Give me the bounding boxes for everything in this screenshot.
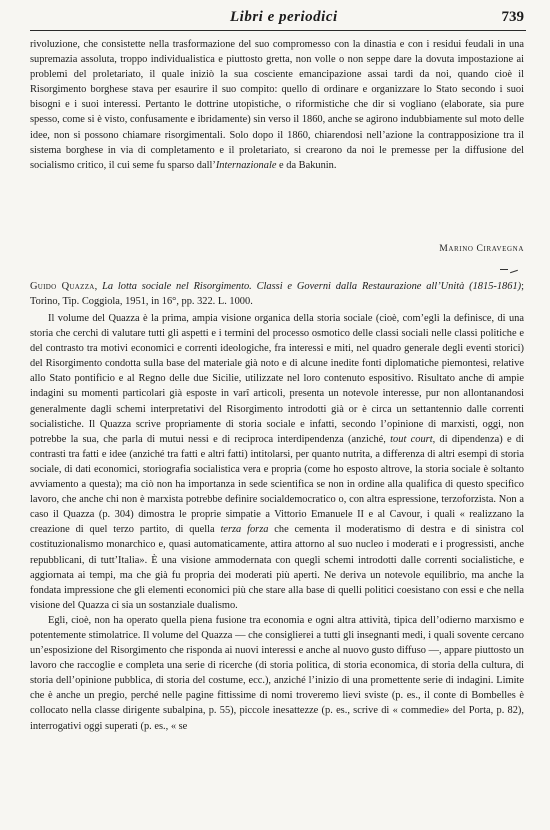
header-title: Libri e periodici — [230, 9, 338, 25]
italic-term: Internazionale — [215, 159, 277, 171]
italic-term: terza forza — [220, 524, 269, 536]
review-book-title: La lotta sociale nel Risorgimento. Classi e Governi dalla Restaurazione all’Unità (1815-1861) — [102, 281, 522, 292]
review-body — [30, 311, 524, 734]
review-paragraph-2: Egli, cioè, non ha operato quella piena fusione tra economia e ogni altra attività, tipica dell’odierno marxismo e potentemente stimolatrice. Il volume del Quazza — che consiglierei a tutti gli insegnanti medi, i quali sovente cercano un’esposizione del Risorgimento che risponda ai nuovi interessi e anche al nuovo gusto diffuso —, appare piuttosto un lavoro che raccoglie e completa una serie di ricerche (di storia politica, di storia economica, di storia della cultura, di storia dell’opinione pubblica, di storia del costume, ecc.), anziché l’inizio di una promettente serie di indagini. Limite che è anche un pregio, perché nelle pagine fittissime di nomi troveremo lievi sviste (p. es., il conte di Bombelles è collocato nella classe dirigente subalpina, p. 55), piccole inesattezze (p. es., scrive di « commedie» del Porta, p. 82), interrogativi oggi superati (p. es., « se — [30, 614, 524, 732]
paragraph-text: rivoluzione, che consistette nella trasformazione del suo compromesso con la dinastia e con i residui feudali in una supremazia assoluta, troppo individualistica e piuttosto gretta, non volle o non seppe dare la dovuta impostazione ai problemi del proletariato, il quale iniziò la sua cosciente emancipazione assai tardi da noi, quando cioè il Risorgimento borghese stava per esaurire il suo compito: quello di ordinare e organizzare lo Stato secondo i suoi bisogni e i suoi interessi. Pertanto le dottrine utopistiche, o riformistiche che dir si vogliano (elaborate, sia pure spesso, come si è visto, confusamente e ibridamente) sin verso il 1860, anche se agirono indubbiamente sul moto delle idee, non si possono chiamare risorgimentali. Solo dopo il 1860, chiarendosi nell’azione la contrapposizione tra il sistema borghese in via di completamento e il proletariato, si crearono da noi le premesse per la diffusione del socialismo critico, il cui seme fu sparso dall’ — [30, 39, 524, 171]
section-divider — [500, 268, 518, 273]
review-paragraph-1 — [30, 311, 524, 613]
review-citation: Guido Quazza, La lotta sociale nel Risorgimento. Classi e Governi dalla Restaurazione all’Unità (1815-1861); Torino, Tip. Coggiola, 1951, in 16°, pp. 322. L. 1000. — [30, 281, 524, 307]
previous-review-paragraph — [30, 37, 524, 173]
paragraph-text-end: e da Bakunin. — [276, 159, 337, 171]
paragraph-text: Il volume del Quazza è la prima, ampia visione organica della storia sociale (cioè, com’egli la definisce, di una storia che cerchi di valutare tutti gli aspetti e i termini del processo osmotico delle classi sociali nelle classi politiche e del contrasto tra motivi economici e correnti ideologiche, fra interessi e miti, nel quadro generale degli eventi storici) del Risorgimento condotta sulla base del materiale già noto e di alcune inedite fonti diplomatiche piemontesi, relative allo Stato pontificio e al Regno delle due Sicilie, utilizzate nel loro contenuto espositivo. Risultato anche di ampie indagini su momenti particolari già esposte in varî articoli, presenta un notevole interesse, pur non allontanandosi generalmente dagli schemi interpretativi del Risorgimento introdotti già or è circa un settantennio dalle correnti socialistiche. Il Quazza scrive propriamente di storia sociale e infatti, secondo l’opinione di marxisti, oggi, non potrebbe la sua, che parla di mutui nessi e di reciproca interdipendenza (anziché, — [30, 313, 524, 445]
italic-term: tout court — [390, 433, 433, 445]
running-header — [30, 8, 526, 31]
paragraph-text: , di dipendenza) e di contrasti tra fatti e idee (anziché tra fatti e altri fatti) intitolarsi, per quanto nutrita, a differenza di altri esempi di storia sociale, di dati economici, storiografia socialistica vera e propria (come ho esposto altrove, la storia sociale è soltanto avviamento a questa); ma ciò non ha importanza in sede scientifica se non in ordine alla qualifica di questo specifico lavoro, che anche chi non è marxista potrebbe definire socialdemocratico o, con altra espressione, terzoforzista. Non a caso il Quazza (p. 304) dimostra le proprie simpatie a Vittorio Emanuele II e al Cavour, i quali « realizzano la creazione di quel terzo partito, di quella — [30, 433, 524, 536]
page-number: 739 — [501, 9, 524, 25]
review-author: Guido Quazza — [30, 281, 95, 292]
previous-review-ending — [30, 37, 524, 173]
review-publication: ; Torino, Tip. Coggiola, 1951, in 16°, pp. 322. L. 1000. — [30, 281, 524, 307]
reviewer-signature: Marino Ciravegna — [439, 243, 524, 254]
paragraph-text: che cementa il moderatismo di destra e di sinistra col costituzionalismo monarchico e, quasi automaticamente, attira attorno al suo nucleo i moderati e i progressisti, anche repubblicani, di tutt’Italia». È una visione ammodernata con quegli schemi introdotti dalle correnti socialistiche, e aggiornata ai tempi, ma che già fu propria dei moderati più aperti. Ne deriva un notevole equilibrio, ma anche la fondata impressione che gli elementi economici più che stare alla base di quelli politici coesistano con essi e che nella visione del Quazza ci sia un sostanziale dualismo. — [30, 524, 524, 611]
